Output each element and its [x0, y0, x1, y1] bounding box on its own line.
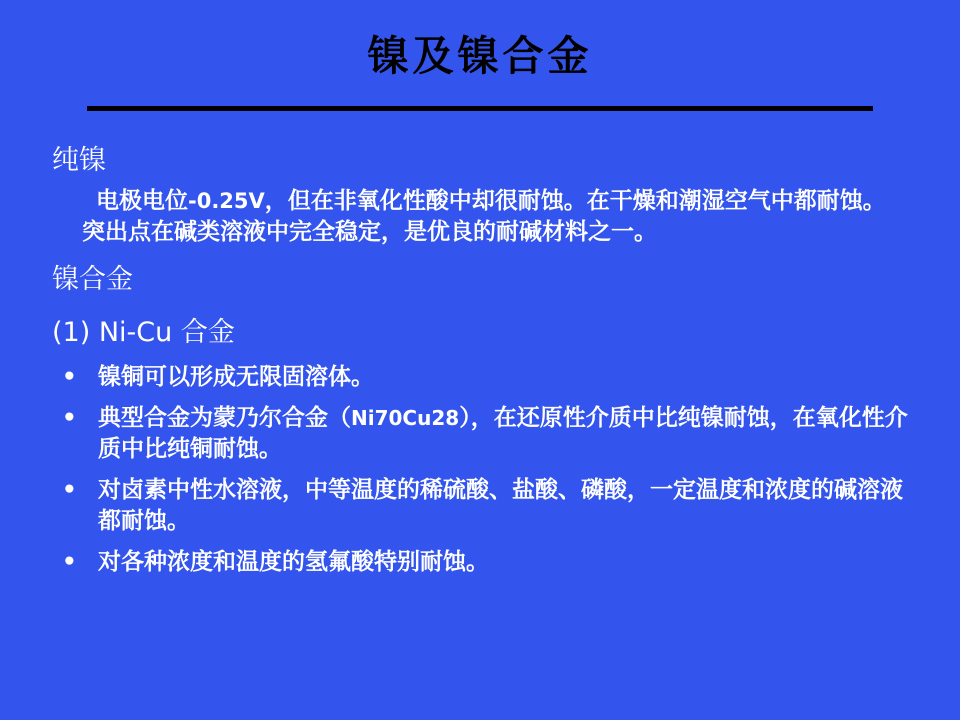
list-item: [52, 362, 908, 393]
list-item-formula: Ni70Cu28: [351, 406, 460, 431]
bullet-icon: •: [62, 405, 77, 432]
bullet-icon: •: [62, 549, 77, 576]
paragraph-pure-nickel-part2: ，但在非氧化性酸中却很耐蚀。在干燥和潮湿空气中都耐蚀。突出点在碱类溶液中完全稳定，是优良的耐碱材料之一。: [82, 187, 886, 245]
list-item-text: 镍铜可以形成无限固溶体。: [98, 364, 374, 391]
bullet-icon: •: [62, 364, 77, 391]
list-item: [52, 403, 908, 465]
page-title: 镍及镍合金: [367, 32, 593, 80]
list-item-text: 对各种浓度和温度的氢氟酸特别耐蚀。: [98, 549, 489, 576]
list-item: [52, 547, 908, 578]
paragraph-pure-nickel-value: -0.25V: [188, 188, 265, 213]
list-item: [52, 475, 908, 537]
bullet-icon: •: [62, 477, 77, 504]
slide-body: [0, 111, 960, 578]
list-item-text-part2: ），在还原性介质中比纯镍耐蚀，在氧化性介质中比纯铜耐蚀。: [98, 405, 908, 463]
paragraph-pure-nickel: [82, 186, 908, 248]
list-item-text: 对卤素中性水溶液，中等温度的稀硫酸、盐酸、磷酸，一定温度和浓度的碱溶液都耐蚀。: [98, 477, 903, 535]
heading-nickel-alloy: 镍合金: [52, 263, 133, 295]
bullet-list: [52, 362, 908, 578]
heading-pure-nickel: 纯镍: [52, 145, 106, 177]
paragraph-pure-nickel-part1: 电极电位: [96, 187, 188, 214]
subheading-ni-cu-alloy: (1) Ni-Cu 合金: [52, 317, 235, 349]
list-item-text-part1: 典型合金为蒙乃尔合金（: [98, 405, 351, 432]
